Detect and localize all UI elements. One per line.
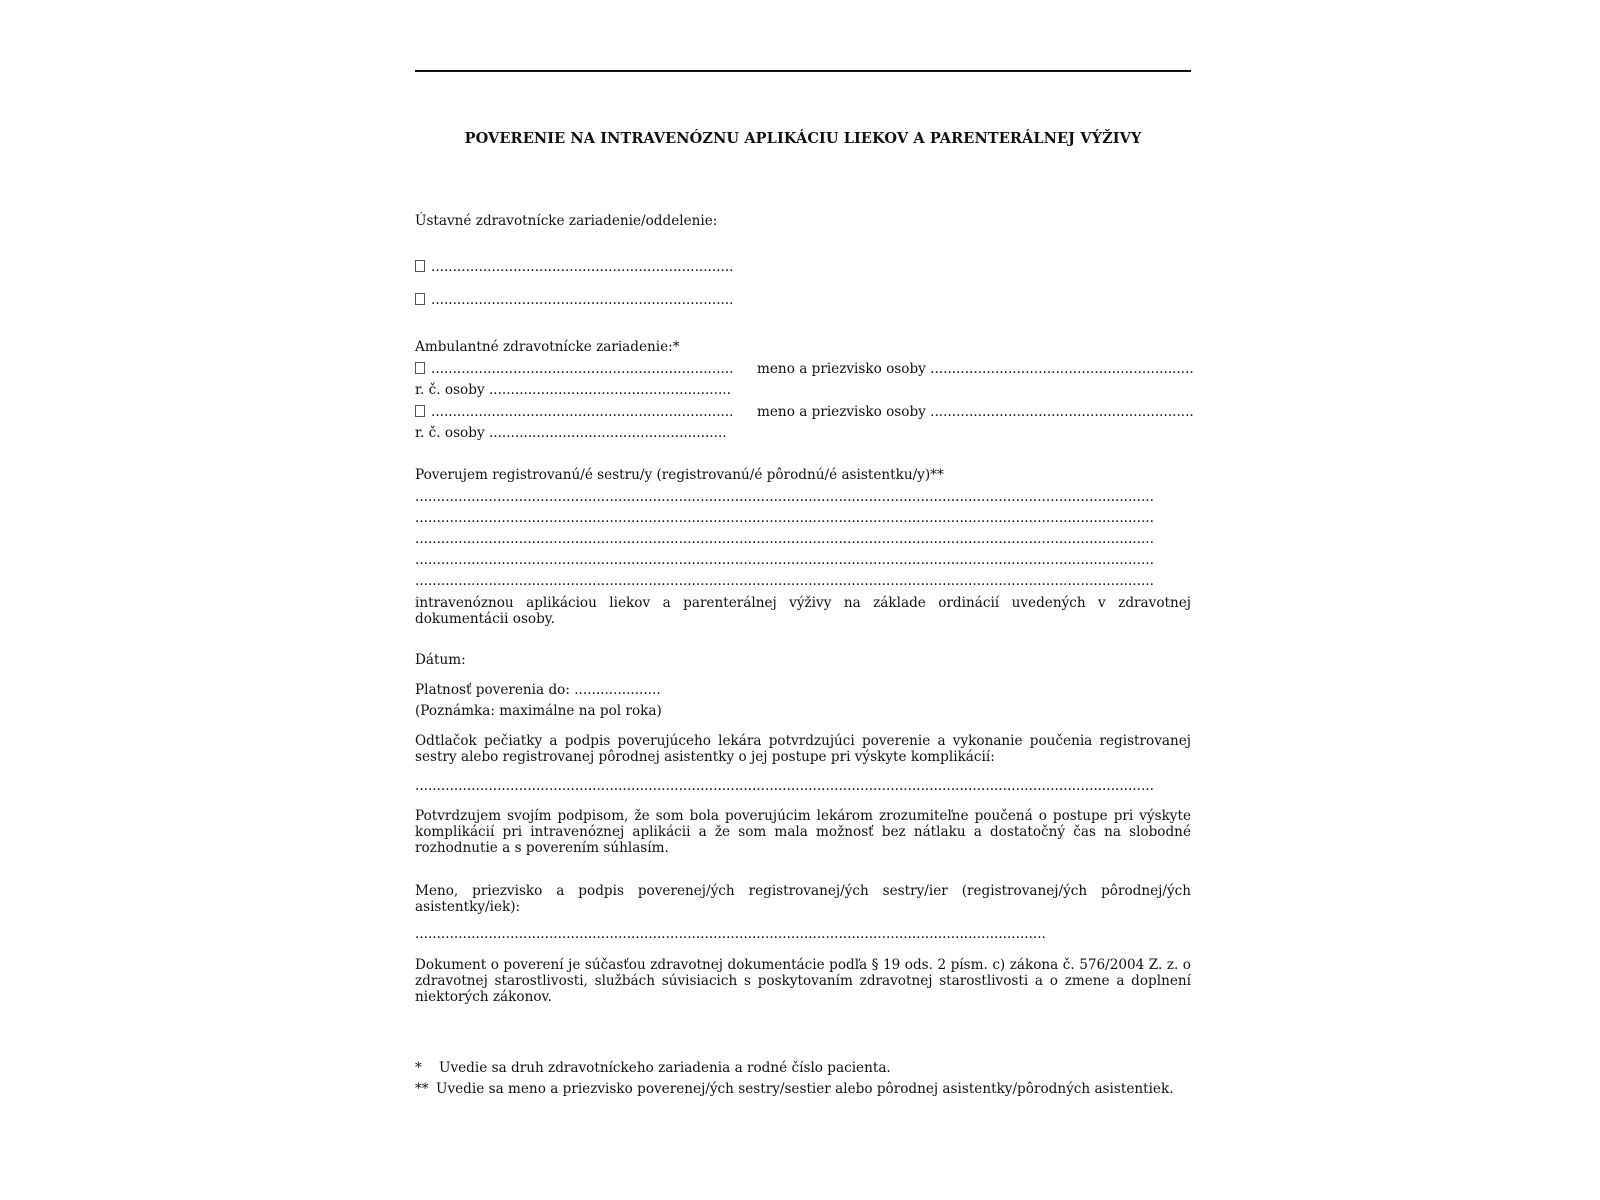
authorize-text: intravenóznou aplikáciou liekov a parenterálnej výživy na základe ordinácií uvedených v zdravotnej dokumentácii osoby. xyxy=(415,595,1191,627)
outpatient-label: Ambulantné zdravotnícke zariadenie:* xyxy=(415,339,680,355)
checkbox-icon[interactable] xyxy=(415,405,425,417)
outpatient-option-2[interactable] xyxy=(415,404,733,420)
outpatient-birth-number-2: r. č. osoby ....................................................... xyxy=(415,425,727,441)
date-label: Dátum: xyxy=(415,652,466,668)
inpatient-label: Ústavné zdravotnícke zariadenie/oddelenie: xyxy=(415,213,718,229)
outpatient-person-name-1: meno a priezvisko osoby ............................................................. xyxy=(757,361,1194,377)
validity-label: Platnosť poverenia do: .................... xyxy=(415,682,661,698)
checkbox-icon[interactable] xyxy=(415,362,425,374)
footnote-mark: ** xyxy=(415,1081,429,1097)
authorize-line-2: ........................................................................................................................................................................... xyxy=(415,510,1154,526)
footnote-text: Uvedie sa druh zdravotníckeho zariadenia a rodné číslo pacienta. xyxy=(439,1060,891,1076)
inpatient-option-1[interactable] xyxy=(415,259,733,275)
inpatient-line-2: ...................................................................... xyxy=(431,292,734,308)
stamp-text: Odtlačok pečiatky a podpis poverujúceho lekára potvrdzujúci poverenie a vykonanie poučenia registrovanej sestry alebo registrovanej pôrodnej asistentky o jej postupe pri výskyte komplikácií: xyxy=(415,733,1191,765)
outpatient-birth-number-1: r. č. osoby ........................................................ xyxy=(415,382,731,398)
outpatient-line-1: ...................................................................... xyxy=(431,361,734,377)
authorize-label: Poverujem registrovanú/é sestru/y (registrovanú/é pôrodnú/é asistentku/y)** xyxy=(415,467,944,483)
inpatient-option-2[interactable] xyxy=(415,292,733,308)
authorize-line-3: ........................................................................................................................................................................... xyxy=(415,531,1154,547)
signature-line: .................................................................................................................................................. xyxy=(415,926,1046,942)
footnote-1 xyxy=(415,1060,891,1076)
authorize-line-1: ........................................................................................................................................................................... xyxy=(415,489,1154,505)
outpatient-line-2: ...................................................................... xyxy=(431,404,734,420)
inpatient-line-1: ...................................................................... xyxy=(431,259,734,275)
checkbox-icon[interactable] xyxy=(415,260,425,272)
authorize-line-4: ........................................................................................................................................................................... xyxy=(415,552,1154,568)
header-rule xyxy=(415,70,1191,72)
footnote-mark: * xyxy=(415,1060,422,1076)
outpatient-person-name-2: meno a priezvisko osoby ............................................................. xyxy=(757,404,1194,420)
document-title: POVERENIE NA INTRAVENÓZNU APLIKÁCIU LIEKOV A PARENTERÁLNEJ VÝŽIVY xyxy=(464,130,1142,147)
authorize-line-5: ........................................................................................................................................................................... xyxy=(415,573,1154,589)
outpatient-option-1[interactable] xyxy=(415,361,733,377)
signature-text: Meno, priezvisko a podpis poverenej/ých registrovanej/ých sestry/ier (registrovanej/ých pôrodnej/ých asistentky/iek): xyxy=(415,883,1191,915)
validity-note: (Poznámka: maximálne na pol roka) xyxy=(415,703,662,719)
checkbox-icon[interactable] xyxy=(415,293,425,305)
stamp-line: ........................................................................................................................................................................... xyxy=(415,778,1154,794)
footnote-text: Uvedie sa meno a priezvisko poverenej/ých sestry/sestier alebo pôrodnej asistentky/pôrodných asistentiek. xyxy=(436,1081,1174,1097)
confirm-text: Potvrdzujem svojím podpisom, že som bola poverujúcim lekárom zrozumiteľne poučená o postupe pri výskyte komplikácií pri intravenóznej aplikácii a že som mala možnosť bez nátlaku a dostatočný čas na slobodné rozhodnutie a s poverením súhlasím. xyxy=(415,808,1191,856)
legal-text: Dokument o poverení je súčasťou zdravotnej dokumentácie podľa § 19 ods. 2 písm. c) zákona č. 576/2004 Z. z. o zdravotnej starostlivosti, službách súvisiacich s poskytovaním zdravotnej starostlivosti a o zmene a doplnení niektorých zákonov. xyxy=(415,957,1191,1005)
footnote-2 xyxy=(415,1081,1174,1097)
